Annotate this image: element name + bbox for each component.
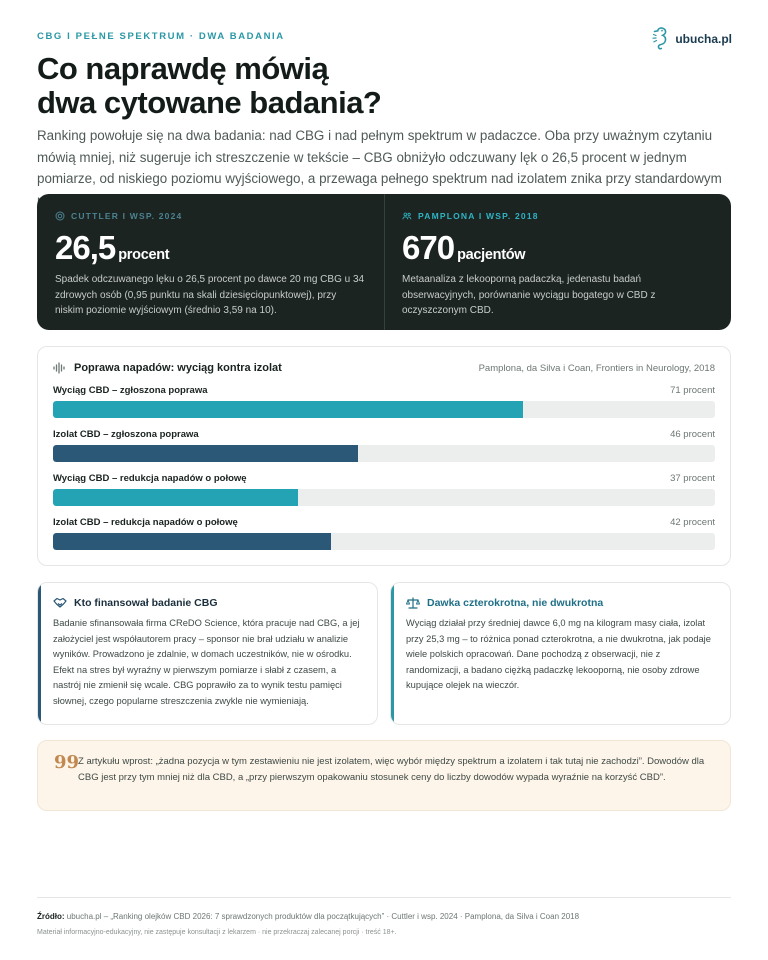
stat-description: Metaanaliza z lekooporną padaczką, jedenastu badań obserwacyjnych, porównanie wyciągu bogatego w CBD z oczyszczonym CBD. [402,274,656,316]
page-title-line-2: dwa cytowane badania? [37,85,382,120]
stat-pamplona [384,194,731,330]
page-title [37,52,597,120]
page-title-line-1: Co naprawdę mówią [37,51,329,86]
info-card-funding [37,582,378,725]
target-icon [55,211,65,221]
bar [53,445,358,462]
bar-row [53,473,715,509]
bar-row [53,429,715,465]
info-card-dose [390,582,731,725]
footer-source-label: Źródło: [37,912,65,921]
bar-value-label: 42 procent [670,517,715,528]
stat-label-text: PAMPLONA I WSP. 2018 [418,211,539,221]
bar-value-label: 37 procent [670,473,715,484]
quote-text: Z artykułu wprost: „żadna pozycja w tym zestawieniu nie jest izolatem, więc wybór między spektrum a izolatem i tak tutaj nie zachodzi”. Dowodów dla CBG jest przy tym mniej niż dla CBD, a „przy pierwszym opakowaniu stosunek ceny do liczby dowodów wypada wyraźnie na korzyść CBD”. [78,756,705,783]
brand-name: ubucha.pl [675,32,732,46]
quote-mark-icon: 99 [54,752,80,773]
bar-label: Izolat CBD – zgłoszona poprawa [53,429,199,440]
bar-track [53,445,715,462]
bar-row [53,385,715,421]
bar-label: Wyciąg CBD – redukcja napadów o połowę [53,473,247,484]
stat-number: 26,5 [55,229,116,266]
chart-source: Pamplona, da Silva i Coan, Frontiers in Neurology, 2018 [478,362,715,374]
info-card-text: Wyciąg działał przy średniej dawce 6,0 mg na kilogram masy ciała, izolat przy 25,3 mg – to różnica ponad czterokrotna, a nie dwukrotna, jak podaje wiele polskich opracowań. Dane pochodzą z obserwacji, nie z randomizacji, a badano ciężką padaczkę lekooporną, nie osoby zdrowe kupujące olejek na wieczór. [406,618,711,690]
stat-label [55,211,366,221]
stat-description: Spadek odczuwanego lęku o 26,5 procent po dawce 20 mg CBG u 34 zdrowych osób (0,95 punktu na skali dziesięciopunktowej), przy niskim poziomie wyjściowym (średnio 3,59 na 10). [55,274,365,316]
stat-unit: pacjentów [457,247,526,263]
bar-track [53,533,715,550]
bar-label: Izolat CBD – redukcja napadów o połowę [53,517,238,528]
people-icon [402,211,412,221]
bar [53,489,298,506]
bar-row [53,517,715,553]
footer-source-text: ubucha.pl – „Ranking olejków CBD 2026: 7 sprawdzonych produktów dla początkujących” · Cuttler i wsp. 2024 · Pamplona, da Silva i Coan 2018 [64,912,580,921]
stat-label-text: CUTTLER I WSP. 2024 [71,211,183,221]
stat-cuttler [37,194,384,330]
bar-chart-card [37,346,731,566]
info-card-title: Dawka czterokrotna, nie dwukrotna [427,597,604,609]
stat-number: 670 [402,229,455,266]
bar [53,401,523,418]
chart-title: Poprawa napadów: wyciąg kontra izolat [74,362,282,374]
eyebrow: CBG I PEŁNE SPEKTRUM · DWA BADANIA [37,31,285,42]
footer-source [37,912,731,921]
bar-value-label: 71 procent [670,385,715,396]
stat-label [402,211,713,221]
stat-value [55,230,366,266]
bar-track [53,401,715,418]
lead-paragraph: Ranking powołuje się na dwa badania: nad CBG i nad pełnym spektrum w padaczce. Oba przy uważnym czytaniu mówią mniej, niż sugeruje ich streszczenie w tekście – CBG obniżyło odczuwany lęk o 26,5 procent w jednym pomiarze, od niskiego poziomu wyjściowego, a przewaga pełnego spektrum nad izolatem znika przy standardowym [37,128,722,186]
seahorse-logo-icon [650,26,670,52]
footer-note: Materiał informacyjno-edukacyjny, nie zastępuje konsultacji z lekarzem · nie przekraczaj zalecanej porcji · treść 18+. [37,929,397,936]
stats-panel [37,194,731,330]
brand[interactable] [650,26,732,52]
bar-track [53,489,715,506]
bar-label: Wyciąg CBD – zgłoszona poprawa [53,385,208,396]
info-card-text: Badanie sfinansowała firma CReDO Science, która pracuje nad CBG, a jej założyciel jest współautorem pracy – sponsor nie brał udziału w analizie wyników. Prowadzono je zdalnie, w domach uczestników, nie w ośrodku. Efekt na stres był wyraźny w pierwszym pomiarze i słabł z czasem, a nastrój nie zmienił się wcale. CBG poprawiło za to wynik testu pamięci słownej, czego popularne streszczenia zwykle nie wymieniają. [53,618,360,706]
info-card-header [53,597,362,609]
bar [53,533,331,550]
info-card-title: Kto finansował badanie CBG [74,597,218,609]
stat-value [402,230,713,266]
bar-value-label: 46 procent [670,429,715,440]
chart-header [53,360,715,376]
info-card-header [406,597,715,609]
waveform-icon [53,362,66,374]
footer [37,897,731,936]
handshake-icon [53,597,67,609]
stat-unit: procent [118,247,170,263]
scale-icon [406,597,420,609]
quote-box [37,740,731,811]
